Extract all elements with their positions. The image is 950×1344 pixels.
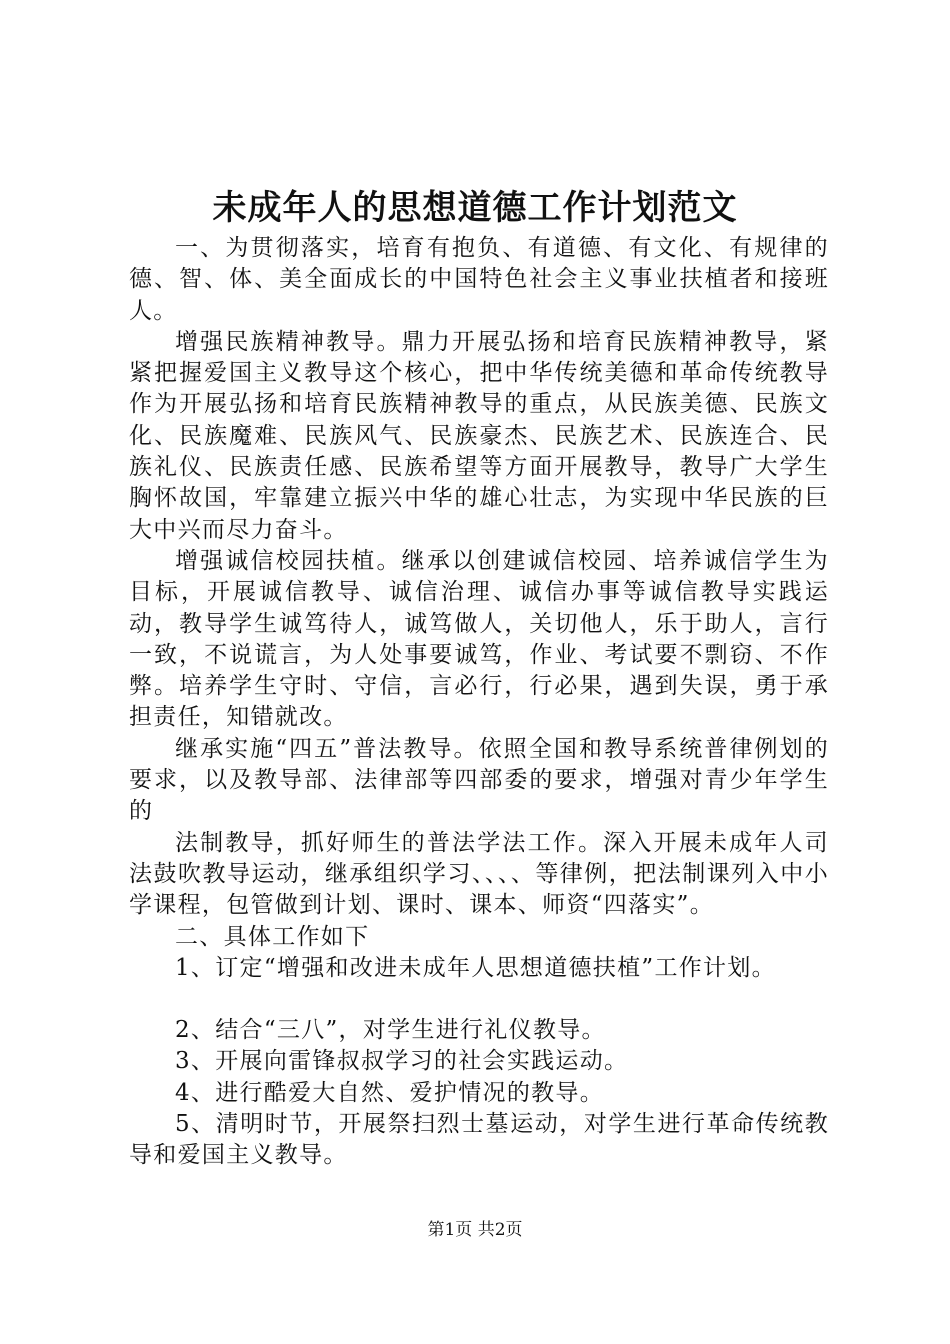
list-item-3: 3、开展向雷锋叔叔学习的社会实践运动。 (175, 1048, 629, 1075)
paragraph-section-heading: 二、具体工作如下 (175, 923, 370, 950)
paragraph-law-education: 继承实施“四五”普法教导。依照全国和教导系统普律例划的要求，以及教导部、法律部等四部委的要求，增强对青少年学生的 (129, 735, 829, 825)
document-title: 未成年人的思想道德工作计划范文 (212, 188, 738, 228)
paragraph-legal-education-continued: 法制教导，抓好师生的普法学法工作。深入开展未成年人司法鼓吹教导运动，继承组织学习、、、、等律例，把法制课列入中小学课程，包管做到计划、课时、课本、师资“四落实”。 (129, 829, 829, 919)
list-item-2: 2、结合“三八”，对学生进行礼仪教导。 (175, 1017, 606, 1044)
paragraph-integrity-campus: 增强诚信校园扶植。继承以创建诚信校园、培养诚信学生为目标，开展诚信教导、诚信治理、诚信办事等诚信教导实践运动，教导学生诚笃待人，诚笃做人，关切他人，乐于助人，言行一致，不说谎言，为人处事要诚笃，作业、考试要不剽窃、不作弊。培养学生守时、守信，言必行，行必果，遇到失误，勇于承担责任，知错就改。 (129, 547, 829, 731)
paragraph-intro: 一、为贯彻落实，培育有抱负、有道德、有文化、有规律的德、智、体、美全面成长的中国特色社会主义事业扶植者和接班人。 (129, 235, 829, 324)
page-number-footer: 第1页 共2页 (427, 1220, 523, 1240)
list-item-1: 1、订定“增强和改进未成年人思想道德扶植”工作计划。 (175, 954, 776, 981)
list-item-4: 4、进行酷爱大自然、爱护情况的教导。 (175, 1079, 605, 1106)
document-body (129, 233, 829, 1172)
list-item-5: 5、清明时节，开展祭扫烈士墓运动，对学生进行革命传统教导和爱国主义教导。 (129, 1111, 829, 1169)
paragraph-national-spirit: 增强民族精神教导。鼎力开展弘扬和培育民族精神教导，紧紧把握爱国主义教导这个核心，把中华传统美德和革命传统教导作为开展弘扬和培育民族精神教导的重点，从民族美德、民族文化、民族魔难、民族风气、民族豪杰、民族艺术、民族连合、民族礼仪、民族责任感、民族希望等方面开展教导，教导广大学生胸怀故国，牢靠建立振兴中华的雄心壮志，为实现中华民族的巨大中兴而尽力奋斗。 (129, 328, 829, 543)
